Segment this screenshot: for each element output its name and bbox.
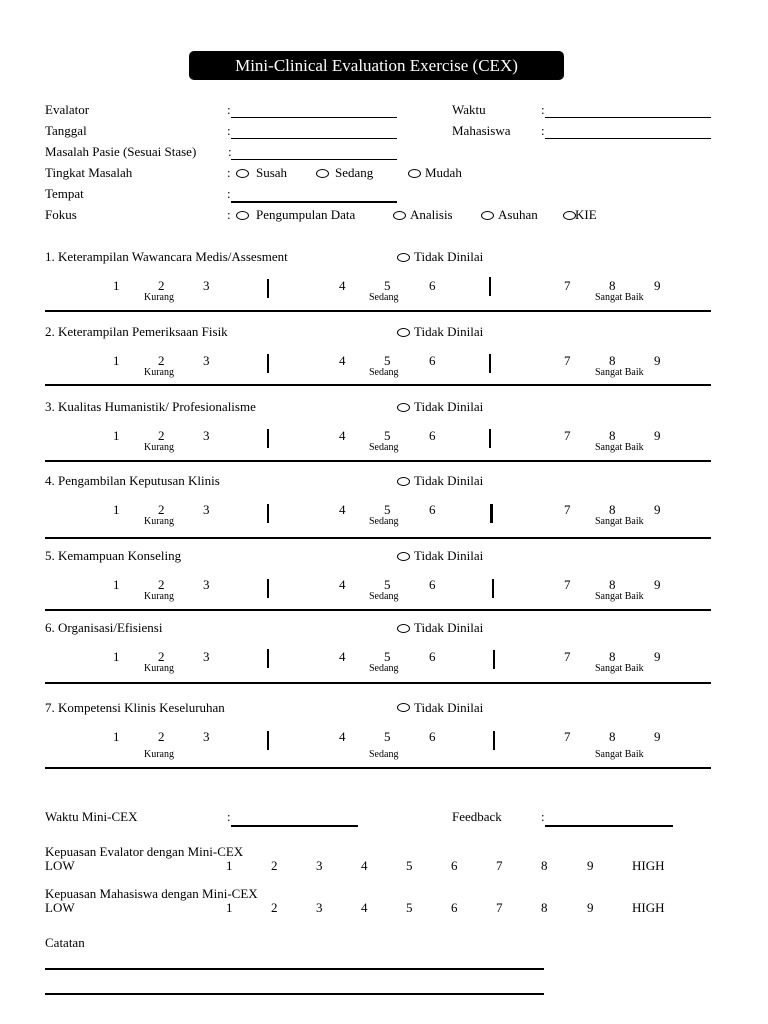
scale-high-label: Sangat Baik — [595, 749, 644, 760]
mini-cex-time-label: Waktu Mini-CEX — [45, 809, 138, 824]
rating-7[interactable]: 7 — [496, 858, 503, 873]
scale-divider — [267, 649, 269, 668]
colon: : — [227, 207, 231, 222]
not-rated-label: Tidak Dinilai — [414, 473, 484, 488]
item-title: 7. Kompetensi Klinis Keseluruhan — [45, 700, 225, 715]
rating-1[interactable]: 1 — [226, 858, 233, 873]
place-label: Tempat — [45, 186, 84, 201]
score-2[interactable]: 2 — [158, 502, 165, 517]
score-8[interactable]: 8 — [609, 729, 616, 744]
scale-divider — [493, 731, 495, 750]
evaluation-item — [0, 548, 768, 602]
score-5[interactable]: 5 — [384, 649, 391, 664]
colon: : — [227, 809, 231, 824]
level-option-label: Susah — [256, 165, 288, 180]
scale-divider — [267, 279, 269, 298]
feedback-label: Feedback — [452, 809, 502, 824]
scale-low-label: Kurang — [144, 442, 174, 453]
score-9[interactable]: 9 — [654, 428, 661, 443]
student-label: Mahasiswa — [452, 123, 511, 138]
score-8[interactable]: 8 — [609, 577, 616, 592]
level-mudah-radio-icon[interactable] — [408, 169, 421, 178]
scale-low-label: Kurang — [144, 749, 174, 760]
high-label: HIGH — [632, 858, 665, 873]
not-rated-radio-icon[interactable] — [397, 552, 410, 561]
level-option-label: Sedang — [335, 165, 374, 180]
score-9[interactable]: 9 — [654, 577, 661, 592]
scale-high-label: Sangat Baik — [595, 663, 644, 674]
focus-data-radio-icon[interactable] — [236, 211, 249, 220]
scale-divider — [267, 731, 269, 750]
score-7[interactable]: 7 — [564, 353, 571, 368]
colon: : — [541, 809, 545, 824]
scale-divider — [492, 579, 494, 598]
score-2[interactable]: 2 — [158, 278, 165, 293]
item-title: 3. Kualitas Humanistik/ Profesionalisme — [45, 399, 256, 414]
time-field[interactable] — [545, 117, 711, 118]
scale-low-label: Kurang — [144, 516, 174, 527]
patient-problem-label: Masalah Pasie (Sesuai Stase) — [45, 144, 197, 159]
score-4[interactable]: 4 — [339, 278, 346, 293]
notes-line[interactable] — [45, 993, 544, 995]
student-satisfaction-label: Kepuasan Mahasiswa dengan Mini-CEX — [45, 886, 258, 901]
score-3[interactable]: 3 — [203, 649, 210, 664]
scale-divider — [489, 354, 491, 373]
rating-2[interactable]: 2 — [271, 900, 278, 915]
scale-mid-label: Sedang — [369, 367, 399, 378]
low-label: LOW — [45, 858, 75, 873]
focus-label: Fokus — [45, 207, 77, 222]
score-3[interactable]: 3 — [203, 502, 210, 517]
scale-high-label: Sangat Baik — [595, 591, 644, 602]
score-5[interactable]: 5 — [384, 278, 391, 293]
date-label: Tanggal — [45, 123, 87, 138]
score-6[interactable]: 6 — [429, 428, 436, 443]
score-6[interactable]: 6 — [429, 502, 436, 517]
rating-4[interactable]: 4 — [361, 900, 368, 915]
score-3[interactable]: 3 — [203, 278, 210, 293]
score-1[interactable]: 1 — [113, 278, 120, 293]
score-7[interactable]: 7 — [564, 577, 571, 592]
rating-4[interactable]: 4 — [361, 858, 368, 873]
mini-cex-time-field[interactable] — [231, 825, 358, 827]
form-title: Mini-Clinical Evaluation Exercise (CEX) — [189, 51, 564, 80]
rating-2[interactable]: 2 — [271, 858, 278, 873]
score-5[interactable]: 5 — [384, 428, 391, 443]
score-3[interactable]: 3 — [203, 577, 210, 592]
rating-6[interactable]: 6 — [451, 858, 458, 873]
score-4[interactable]: 4 — [339, 729, 346, 744]
place-field[interactable] — [231, 201, 397, 203]
focus-asuhan-radio-icon[interactable] — [481, 211, 494, 220]
score-6[interactable]: 6 — [429, 278, 436, 293]
rating-5[interactable]: 5 — [406, 900, 413, 915]
not-rated-label: Tidak Dinilai — [414, 548, 484, 563]
score-7[interactable]: 7 — [564, 278, 571, 293]
scale-divider — [267, 504, 269, 523]
score-3[interactable]: 3 — [203, 428, 210, 443]
scale-mid-label: Sedang — [369, 591, 399, 602]
scale-high-label: Sangat Baik — [595, 442, 644, 453]
scale-low-label: Kurang — [144, 663, 174, 674]
scale-divider — [267, 354, 269, 373]
level-option-label: Mudah — [425, 165, 462, 180]
evaluation-item — [0, 399, 768, 453]
not-rated-label: Tidak Dinilai — [414, 700, 484, 715]
item-title: 2. Keterampilan Pemeriksaan Fisik — [45, 324, 228, 339]
score-3[interactable]: 3 — [203, 353, 210, 368]
level-sedang-radio-icon[interactable] — [316, 169, 329, 178]
score-1[interactable]: 1 — [113, 428, 120, 443]
score-4[interactable]: 4 — [339, 502, 346, 517]
score-6[interactable]: 6 — [429, 649, 436, 664]
item-title: 1. Keterampilan Wawancara Medis/Assesment — [45, 249, 288, 264]
scale-divider — [493, 650, 495, 669]
focus-option-label: Asuhan — [498, 207, 538, 222]
evaluation-item — [0, 249, 768, 303]
score-2[interactable]: 2 — [158, 729, 165, 744]
evaluator-field[interactable] — [231, 117, 397, 118]
not-rated-label: Tidak Dinilai — [414, 399, 484, 414]
high-label: HIGH — [632, 900, 665, 915]
scale-mid-label: Sedang — [369, 516, 399, 527]
score-1[interactable]: 1 — [113, 729, 120, 744]
score-2[interactable]: 2 — [158, 577, 165, 592]
score-6[interactable]: 6 — [429, 353, 436, 368]
evaluator-label: Evalator — [45, 102, 90, 117]
focus-analisis-radio-icon[interactable] — [393, 211, 406, 220]
scale-divider — [490, 504, 493, 523]
score-9[interactable]: 9 — [654, 649, 661, 664]
rating-5[interactable]: 5 — [406, 858, 413, 873]
rating-3[interactable]: 3 — [316, 858, 323, 873]
colon: : — [227, 186, 231, 201]
score-4[interactable]: 4 — [339, 353, 346, 368]
low-label: LOW — [45, 900, 75, 915]
evaluation-item — [0, 700, 768, 760]
date-field[interactable] — [231, 138, 397, 139]
score-9[interactable]: 9 — [654, 353, 661, 368]
scale-mid-label: Sedang — [369, 442, 399, 453]
scale-low-label: Kurang — [144, 292, 174, 303]
not-rated-radio-icon[interactable] — [397, 403, 410, 412]
not-rated-label: Tidak Dinilai — [414, 249, 484, 264]
score-9[interactable]: 9 — [654, 729, 661, 744]
not-rated-radio-icon[interactable] — [397, 253, 410, 262]
not-rated-radio-icon[interactable] — [397, 703, 410, 712]
score-8[interactable]: 8 — [609, 649, 616, 664]
scale-high-label: Sangat Baik — [595, 292, 644, 303]
score-4[interactable]: 4 — [339, 649, 346, 664]
rating-8[interactable]: 8 — [541, 858, 548, 873]
not-rated-label: Tidak Dinilai — [414, 620, 484, 635]
score-8[interactable]: 8 — [609, 353, 616, 368]
item-divider — [45, 682, 711, 684]
score-8[interactable]: 8 — [609, 278, 616, 293]
score-5[interactable]: 5 — [384, 729, 391, 744]
focus-option-label: Analisis — [410, 207, 453, 222]
score-2[interactable]: 2 — [158, 428, 165, 443]
rating-3[interactable]: 3 — [316, 900, 323, 915]
scale-low-label: Kurang — [144, 367, 174, 378]
focus-option-label: Pengumpulan Data — [256, 207, 356, 222]
rating-8[interactable]: 8 — [541, 900, 548, 915]
rating-7[interactable]: 7 — [496, 900, 503, 915]
score-2[interactable]: 2 — [158, 353, 165, 368]
not-rated-radio-icon[interactable] — [397, 328, 410, 337]
evaluator-satisfaction-label: Kepuasan Evalator dengan Mini-CEX — [45, 844, 244, 859]
colon: : — [227, 165, 231, 180]
score-1[interactable]: 1 — [113, 649, 120, 664]
score-7[interactable]: 7 — [564, 502, 571, 517]
evaluation-item — [0, 324, 768, 378]
student-field[interactable] — [545, 138, 711, 139]
score-4[interactable]: 4 — [339, 428, 346, 443]
score-7[interactable]: 7 — [564, 729, 571, 744]
scale-high-label: Sangat Baik — [595, 516, 644, 527]
rating-6[interactable]: 6 — [451, 900, 458, 915]
scale-high-label: Sangat Baik — [595, 367, 644, 378]
scale-divider — [489, 429, 491, 448]
score-1[interactable]: 1 — [113, 353, 120, 368]
scale-low-label: Kurang — [144, 591, 174, 602]
scale-mid-label: Sedang — [369, 292, 399, 303]
score-1[interactable]: 1 — [113, 502, 120, 517]
item-title: 4. Pengambilan Keputusan Klinis — [45, 473, 220, 488]
score-6[interactable]: 6 — [429, 577, 436, 592]
rating-9[interactable]: 9 — [587, 900, 594, 915]
colon: : — [228, 144, 232, 159]
score-5[interactable]: 5 — [384, 502, 391, 517]
rating-1[interactable]: 1 — [226, 900, 233, 915]
score-5[interactable]: 5 — [384, 353, 391, 368]
score-1[interactable]: 1 — [113, 577, 120, 592]
scale-divider — [267, 579, 269, 598]
level-susah-radio-icon[interactable] — [236, 169, 249, 178]
item-divider — [45, 384, 711, 386]
problem-level-label: Tingkat Masalah — [45, 165, 133, 180]
notes-label: Catatan — [45, 935, 85, 950]
score-7[interactable]: 7 — [564, 428, 571, 443]
colon: : — [541, 123, 545, 138]
item-divider — [45, 310, 711, 312]
time-label: Waktu — [452, 102, 486, 117]
item-divider — [45, 460, 711, 462]
score-6[interactable]: 6 — [429, 729, 436, 744]
item-title: 5. Kemampuan Konseling — [45, 548, 182, 563]
patient-problem-field[interactable] — [231, 159, 397, 160]
scale-divider — [267, 429, 269, 448]
feedback-field[interactable] — [545, 825, 673, 827]
focus-option-label: KIE — [575, 207, 597, 222]
scale-mid-label: Sedang — [369, 749, 399, 760]
score-9[interactable]: 9 — [654, 278, 661, 293]
item-title: 6. Organisasi/Efisiensi — [45, 620, 163, 635]
colon: : — [541, 102, 545, 117]
evaluation-item — [0, 473, 768, 527]
colon: : — [227, 102, 231, 117]
not-rated-radio-icon[interactable] — [397, 624, 410, 633]
item-divider — [45, 767, 711, 769]
score-8[interactable]: 8 — [609, 502, 616, 517]
score-5[interactable]: 5 — [384, 577, 391, 592]
scale-divider — [489, 277, 491, 296]
not-rated-radio-icon[interactable] — [397, 477, 410, 486]
item-divider — [45, 609, 711, 611]
rating-9[interactable]: 9 — [587, 858, 594, 873]
score-7[interactable]: 7 — [564, 649, 571, 664]
colon: : — [227, 123, 231, 138]
score-4[interactable]: 4 — [339, 577, 346, 592]
evaluation-item — [0, 620, 768, 674]
scale-mid-label: Sedang — [369, 663, 399, 674]
not-rated-label: Tidak Dinilai — [414, 324, 484, 339]
score-8[interactable]: 8 — [609, 428, 616, 443]
score-2[interactable]: 2 — [158, 649, 165, 664]
notes-line[interactable] — [45, 968, 544, 970]
item-divider — [45, 537, 711, 539]
score-9[interactable]: 9 — [654, 502, 661, 517]
score-3[interactable]: 3 — [203, 729, 210, 744]
